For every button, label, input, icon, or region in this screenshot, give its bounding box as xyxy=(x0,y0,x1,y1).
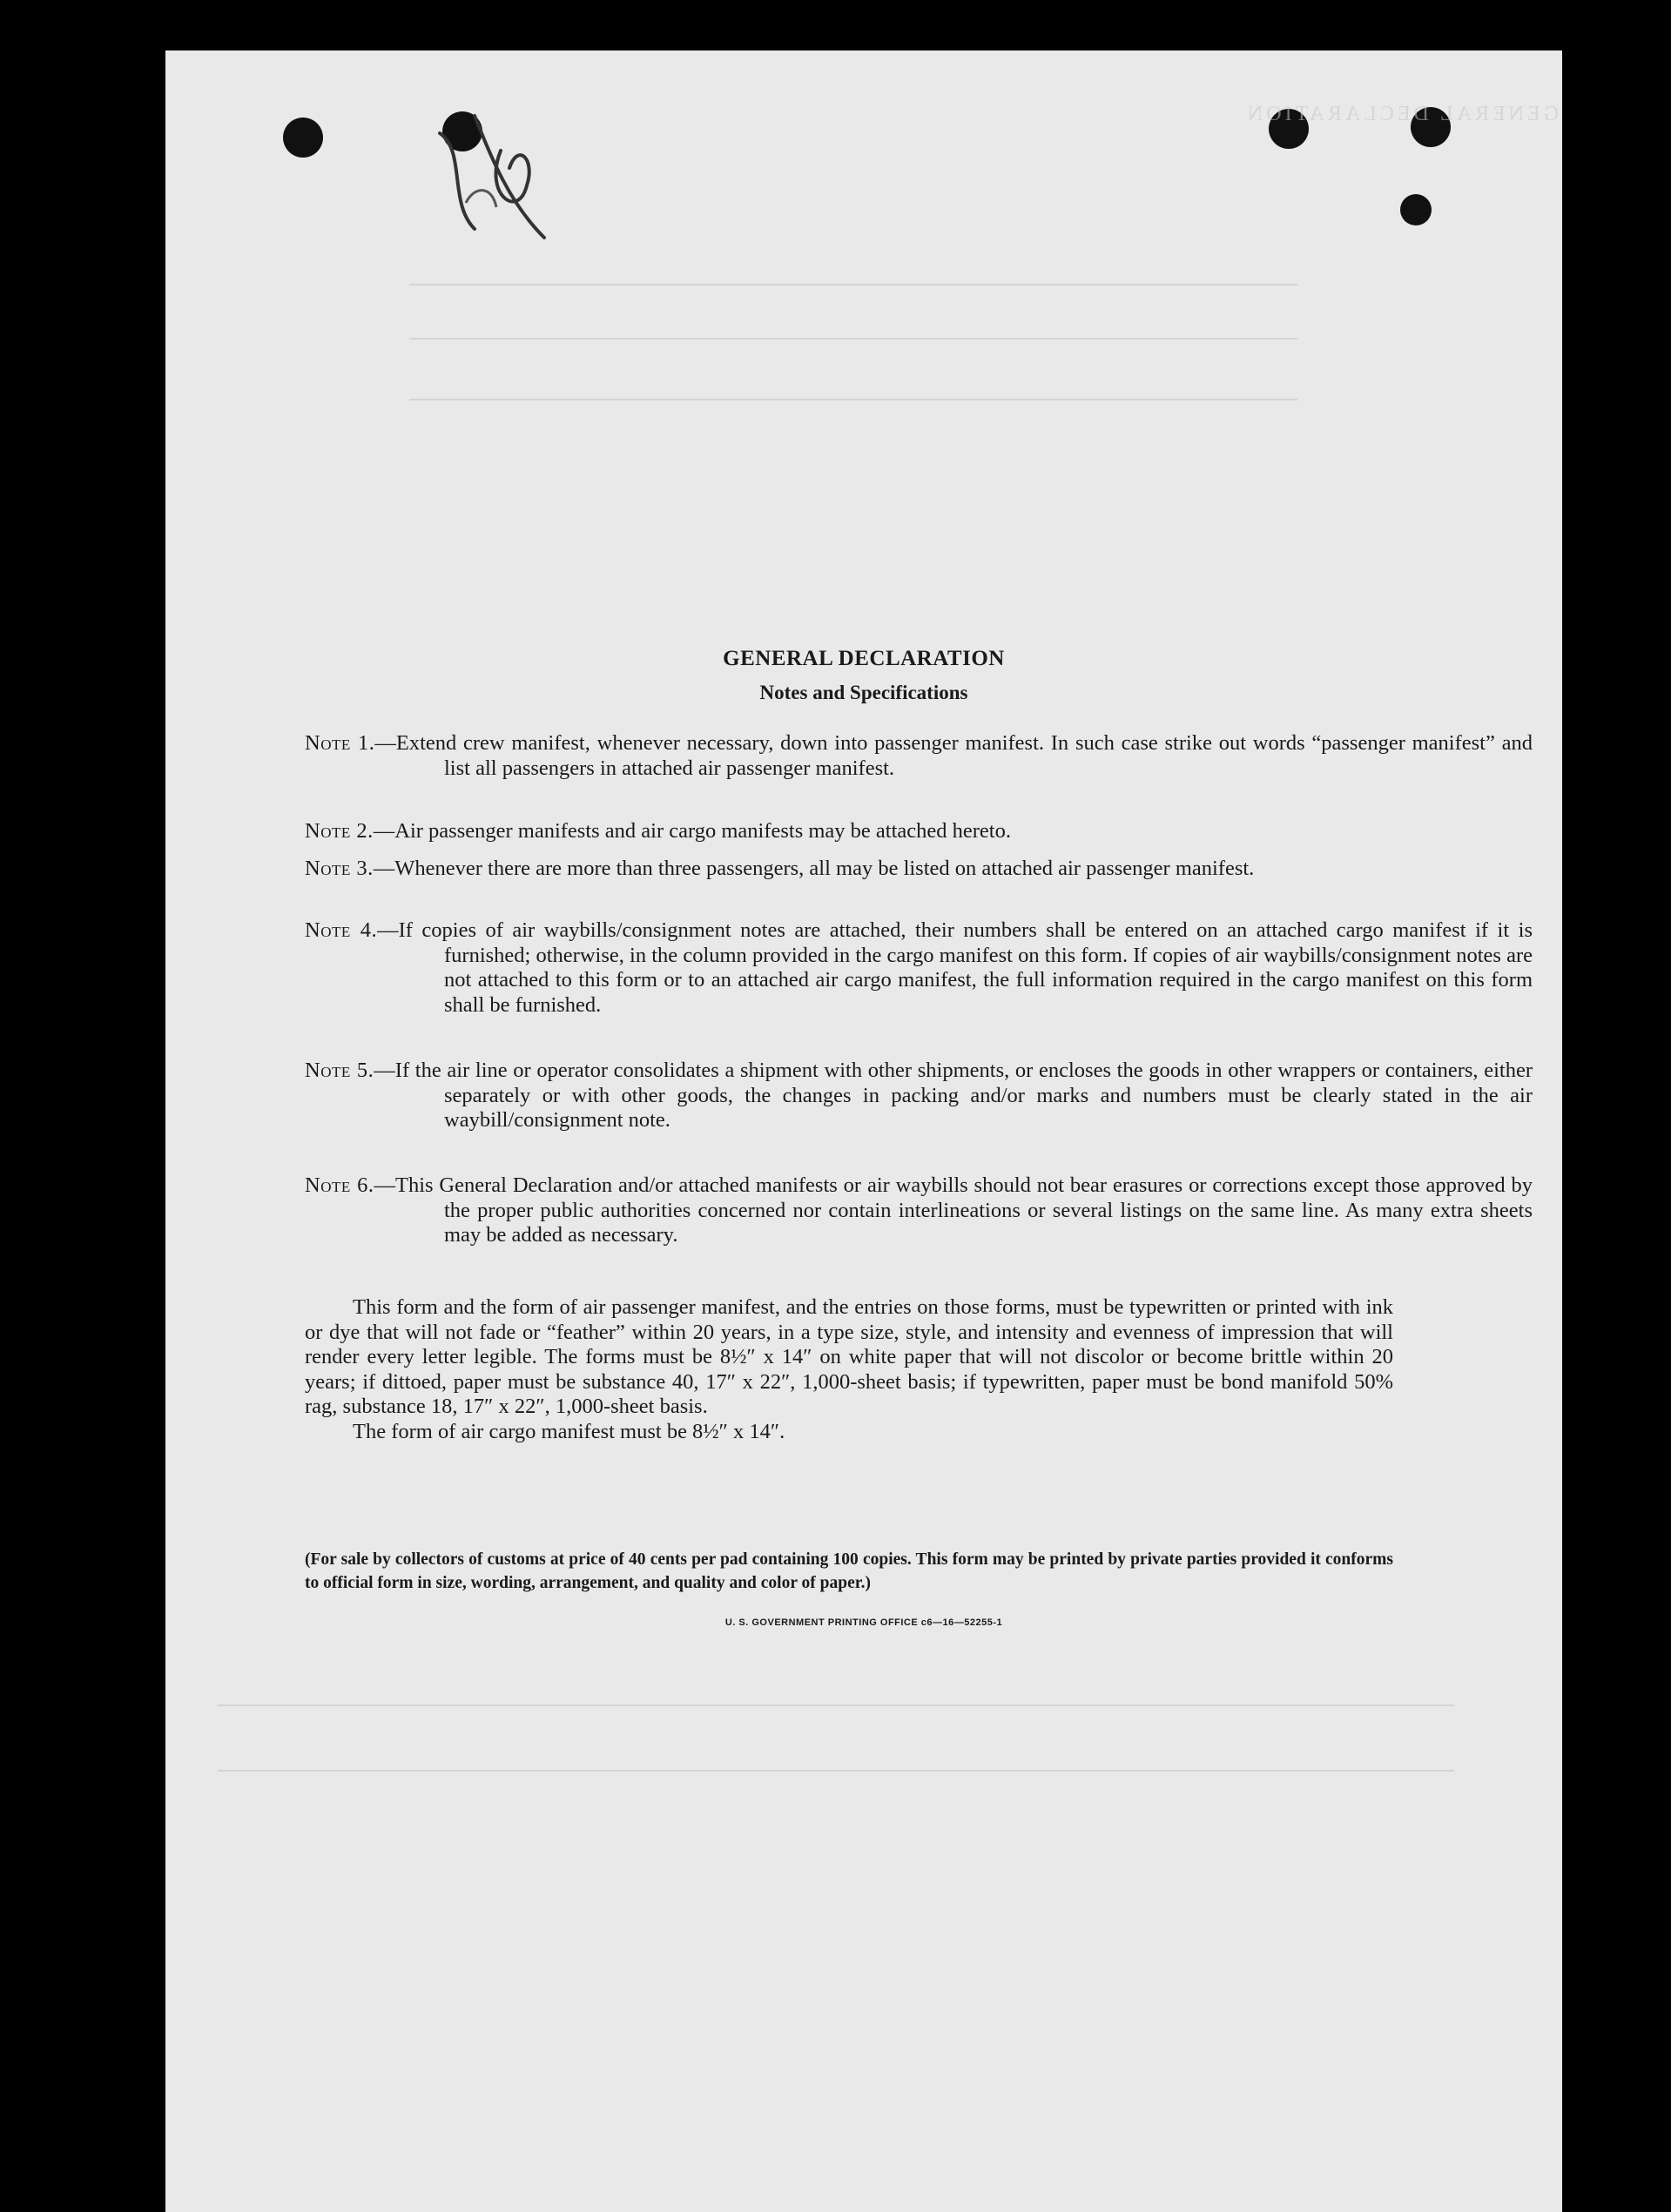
note-label: Note 5. xyxy=(305,1059,374,1082)
closing-line: The form of air cargo manifest must be 8½″ x 14″. xyxy=(353,1419,785,1443)
sale-note: (For sale by collectors of customs at price of 40 cents per pad containing 100 copies. This form may be printed by private parties provided it conforms to official form in size, wording, arrangement, and quality and color of paper.) xyxy=(305,1550,1393,1592)
note-text: —If the air line or operator consolidates a shipment with other shipments, or encloses the goods in other wrappers or containers, either separately or with other goods, the changes in packing and/or marks and numbers must be clearly stated in the air waybill/consignment note. xyxy=(374,1059,1533,1132)
note-6 xyxy=(305,1173,1533,1248)
note-5 xyxy=(305,1059,1533,1133)
note-text: —Air passenger manifests and air cargo manifests may be attached hereto. xyxy=(373,819,1011,843)
closing-paragraph: This form and the form of air passenger manifest, and the entries on those forms, must be typewritten or printed with ink or dye that will not fade or “feather” within 20 years, in a type size, style, and intensity and evenness of impression that will render every letter legible. The forms must be 8½″ x 14″ on white paper that will not discolor or become brittle within 20 years; if dittoed, paper must be substance 40, 17″ x 22″, 1,000-sheet basis; if typewritten, paper must be bond manifold 50% rag, substance 18, 17″ x 22″, 1,000-sheet basis. xyxy=(305,1295,1393,1418)
note-label: Note 1. xyxy=(305,731,375,755)
document-page xyxy=(165,50,1562,2212)
note-3 xyxy=(305,857,1533,882)
page-subtitle: Notes and Specifications xyxy=(759,682,968,703)
note-text: —This General Declaration and/or attached manifests or air waybills should not bear erasures or corrections except those approved by the proper public authorities concerned nor contain interlineations or several listings on the same line. As many extra sheets may be added as necessary. xyxy=(374,1173,1533,1247)
show-through-text: GENERAL DECLARATION xyxy=(1243,103,1559,125)
note-text: —Extend crew manifest, whenever necessary, down into passenger manifest. In such case strike out words “passenger manifest” and list all passengers in attached air passenger manifest. xyxy=(374,731,1533,780)
note-label: Note 3. xyxy=(305,857,374,880)
note-text: —Whenever there are more than three passengers, all may be listed on attached air passenger manifest. xyxy=(373,857,1255,880)
closing-section xyxy=(305,1295,1393,1444)
note-label: Note 6. xyxy=(305,1173,374,1197)
document-body xyxy=(165,50,1562,2212)
note-label: Note 4. xyxy=(305,918,378,942)
note-text: —If copies of air waybills/consignment notes are attached, their numbers shall be entered on an attached cargo manifest if it is furnished; otherwise, in the column provided in the cargo manifest on this form. If copies of air waybills/consignment notes are not attached to this form or to an attached air cargo manifest, the full information required in the cargo manifest on this form shall be furnished. xyxy=(377,918,1533,1017)
note-2 xyxy=(305,819,1533,844)
note-label: Note 2. xyxy=(305,819,374,843)
printer-line: U. S. GOVERNMENT PRINTING OFFICE c6—16—52255-1 xyxy=(724,1617,1003,1628)
page-title: GENERAL DECLARATION xyxy=(723,647,1005,670)
note-4 xyxy=(305,918,1533,1018)
note-1 xyxy=(305,731,1533,781)
